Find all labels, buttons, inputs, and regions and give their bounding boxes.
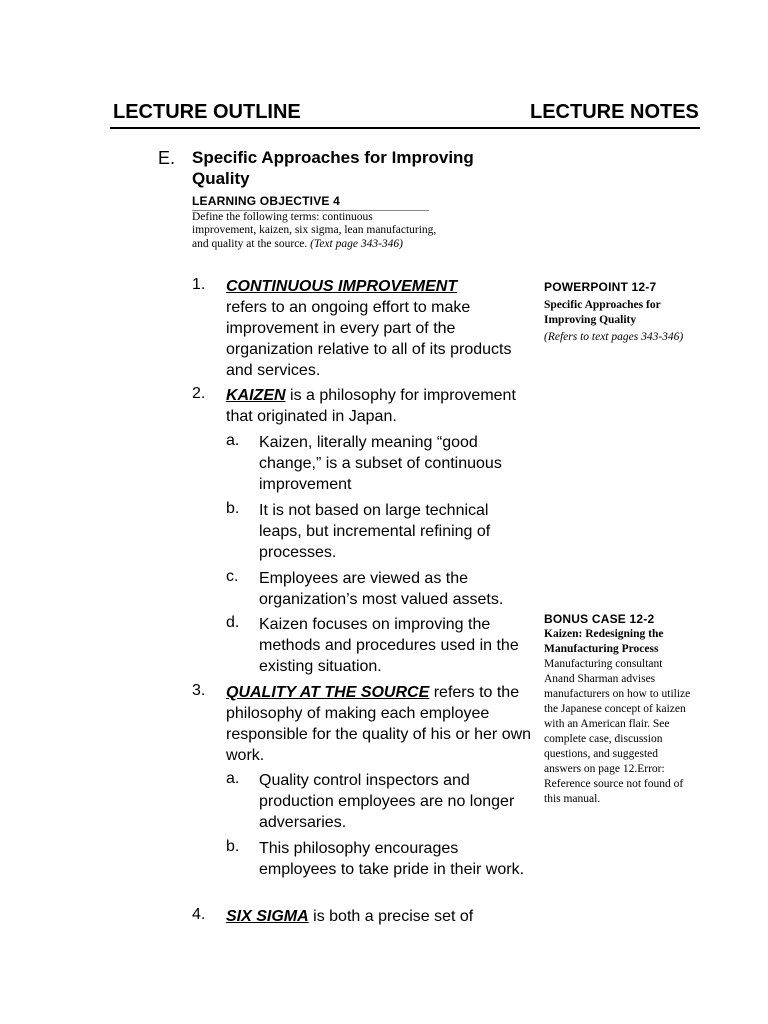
sub-item-letter: d. — [226, 614, 240, 631]
item-text: is a philosophy for improvement that originated in Japan. — [226, 387, 516, 425]
learning-objective-text — [192, 211, 437, 251]
sub-item-text: Employees are viewed as the organization’s most valued assets. — [259, 570, 504, 608]
item-text: is both a precise set of — [313, 908, 474, 925]
sub-item-text: Kaizen focuses on improving the methods and procedures used in the existing situation. — [259, 616, 519, 675]
learning-objective-definition: Define the following terms: continuous improvement, kaizen, six sigma, lean manufacturing, and quality at the source. — [192, 211, 437, 250]
list-item — [226, 385, 536, 427]
item-number: 3. — [192, 682, 206, 699]
learning-objective-heading: LEARNING OBJECTIVE 4 — [192, 194, 341, 208]
sub-item-text: Quality control inspectors and production employees are no longer adversaries. — [259, 772, 515, 831]
bonus-case-body: Manufacturing consultant Anand Sharman advises manufacturers on how to utilize the Japanese concept of kaizen with an American flair. See complete case, discussion questions, and suggested answers on page 12.Error: Reference source not found of this manual. — [544, 658, 691, 805]
item-number: 1. — [192, 276, 206, 293]
powerpoint-note — [544, 280, 684, 345]
list-item — [226, 906, 536, 927]
sub-item-letter: a. — [226, 432, 240, 449]
section-title: Specific Approaches for Improving Quality — [192, 148, 474, 188]
list-item — [226, 276, 536, 381]
term-six-sigma: SIX SIGMA — [226, 908, 309, 925]
term-continuous-improvement: CONTINUOUS IMPROVEMENT — [226, 278, 458, 295]
item-number: 2. — [192, 385, 206, 402]
sub-item-letter: b. — [226, 500, 240, 517]
item-number: 4. — [192, 906, 206, 923]
powerpoint-heading: POWERPOINT 12-7 — [544, 280, 657, 294]
lecture-outline-heading: LECTURE OUTLINE — [113, 101, 301, 123]
bonus-case-note — [544, 612, 694, 807]
learning-objective-ref: (Text page 343-346) — [310, 237, 403, 250]
powerpoint-ref: (Refers to text pages 343-346) — [544, 331, 684, 343]
item-text: refers to the philosophy of making each employee responsible for the quality of his or her own work. — [226, 684, 532, 764]
bonus-case-heading: BONUS CASE 12-2 — [544, 612, 655, 626]
sub-item-text: It is not based on large technical leaps, but incremental refining of processes. — [259, 502, 491, 561]
bonus-case-title: Kaizen: Redesigning the Manufacturing Process — [544, 628, 664, 655]
term-quality-at-the-source: QUALITY AT THE SOURCE — [226, 684, 430, 701]
sub-item-letter: b. — [226, 838, 240, 855]
sub-item-text: Kaizen, literally meaning “good change,” is a subset of continuous improvement — [259, 434, 502, 493]
sub-item-text: This philosophy encourages employees to take pride in their work. — [259, 840, 525, 878]
term-kaizen: KAIZEN — [226, 387, 286, 404]
sub-item-letter: a. — [226, 770, 240, 787]
item-text: refers to an ongoing effort to make improvement in every part of the organization relative to all of its products and services. — [226, 299, 512, 379]
lecture-notes-heading: LECTURE NOTES — [530, 101, 699, 123]
header-divider — [110, 127, 700, 129]
powerpoint-title: Specific Approaches for Improving Quality — [544, 299, 661, 326]
sub-item-letter: c. — [226, 568, 239, 585]
list-item — [226, 682, 536, 766]
section-letter: E. — [158, 148, 176, 168]
